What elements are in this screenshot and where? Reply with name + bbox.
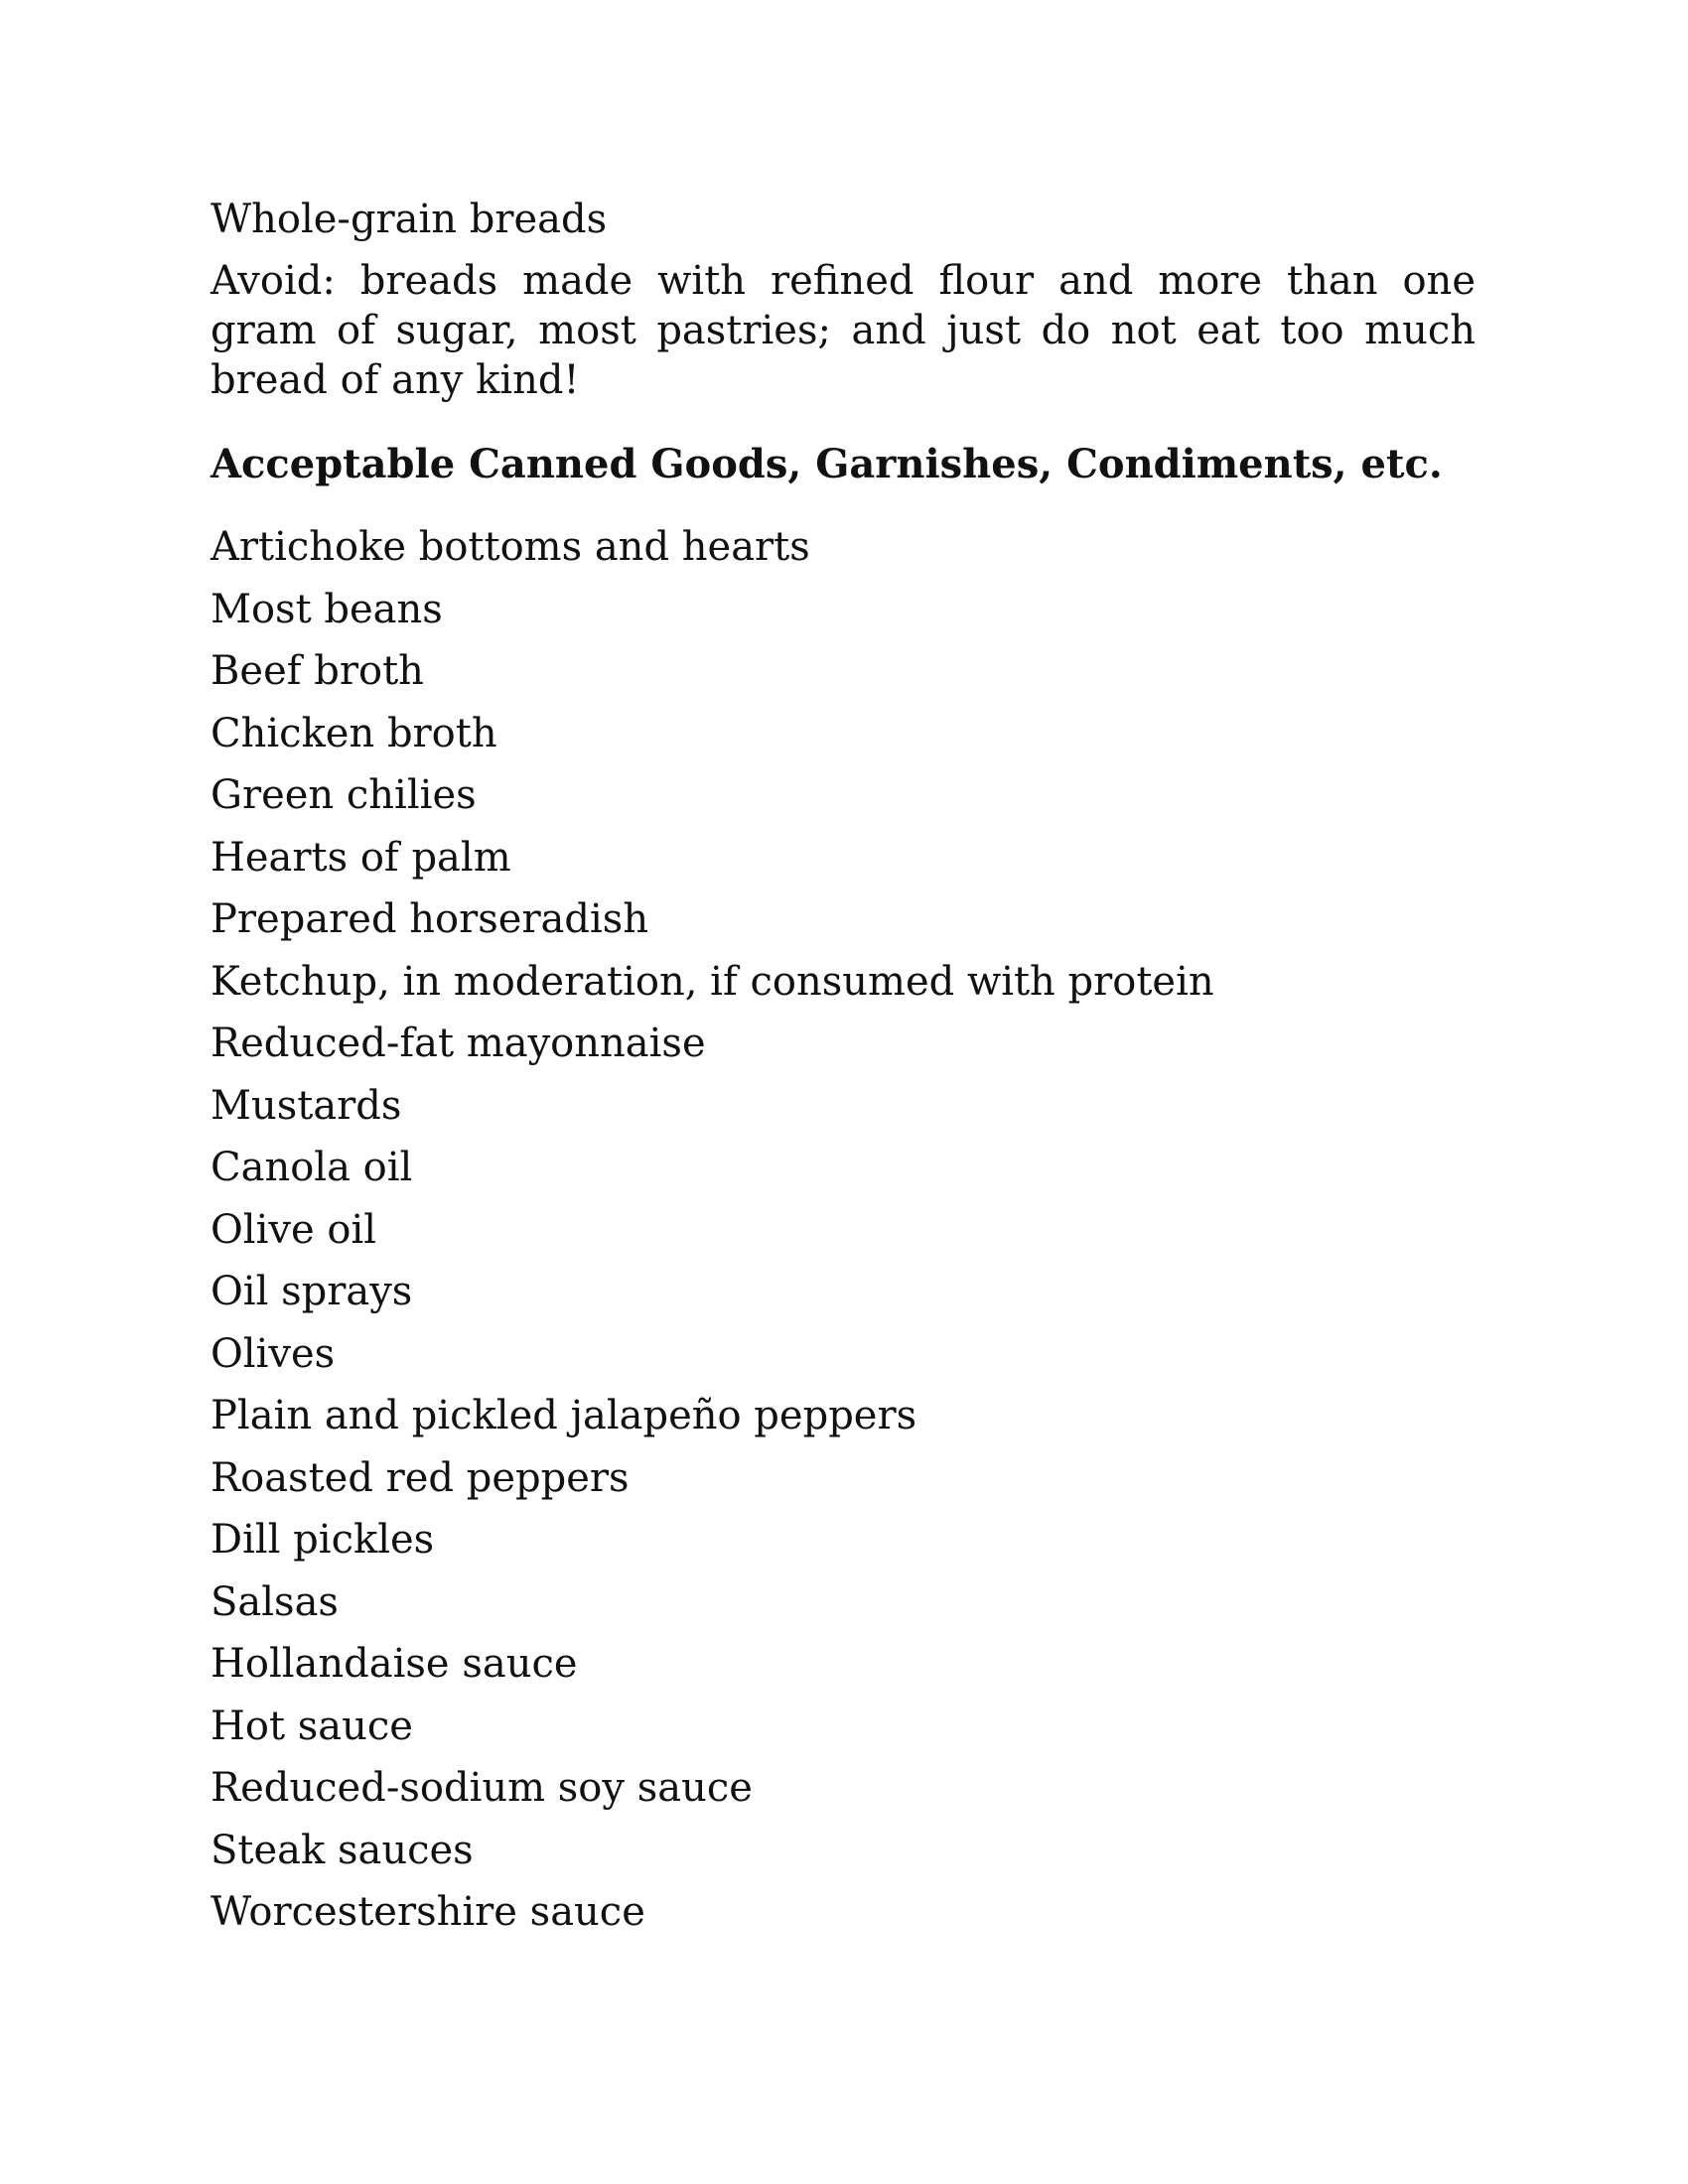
list-item: Reduced-sodium soy sauce (211, 1765, 753, 1811)
list-item: Dill pickles (211, 1517, 435, 1563)
section-heading: Acceptable Canned Goods, Garnishes, Condiments, etc. (211, 441, 1443, 487)
list-item: Steak sauces (211, 1827, 474, 1873)
list-item: Canola oil (211, 1145, 413, 1190)
list-item: Worcestershire sauce (211, 1889, 645, 1935)
document-page (211, 195, 1476, 1950)
list-item: Hollandaise sauce (211, 1641, 578, 1687)
list-item: Artichoke bottoms and hearts (211, 524, 810, 570)
avoid-paragraph: Avoid: breads made with refined flour and more than one gram of sugar, most pastries; and just do not eat too much bread of any kind! (211, 258, 1476, 403)
list-item: Salsas (211, 1578, 339, 1625)
list-item: Hot sauce (211, 1703, 413, 1749)
intro-line: Whole-grain breads (211, 197, 608, 242)
list-item: Ketchup, in moderation, if consumed with protein (211, 958, 1214, 1005)
list-item: Beef broth (211, 648, 424, 694)
acceptable-items-list (211, 522, 1476, 1937)
list-item: Most beans (211, 586, 443, 632)
list-item: Reduced-fat mayonnaise (211, 1021, 706, 1066)
list-item: Olive oil (211, 1206, 377, 1253)
list-item: Olives (211, 1330, 336, 1377)
list-item: Plain and pickled jalapeño peppers (211, 1393, 917, 1438)
list-item: Mustards (211, 1082, 402, 1129)
list-item: Hearts of palm (211, 834, 511, 881)
list-item: Prepared horseradish (211, 896, 649, 942)
list-item: Oil sprays (211, 1269, 413, 1314)
list-item: Green chilies (211, 772, 477, 818)
list-item: Chicken broth (211, 710, 497, 756)
list-item: Roasted red peppers (211, 1454, 630, 1501)
